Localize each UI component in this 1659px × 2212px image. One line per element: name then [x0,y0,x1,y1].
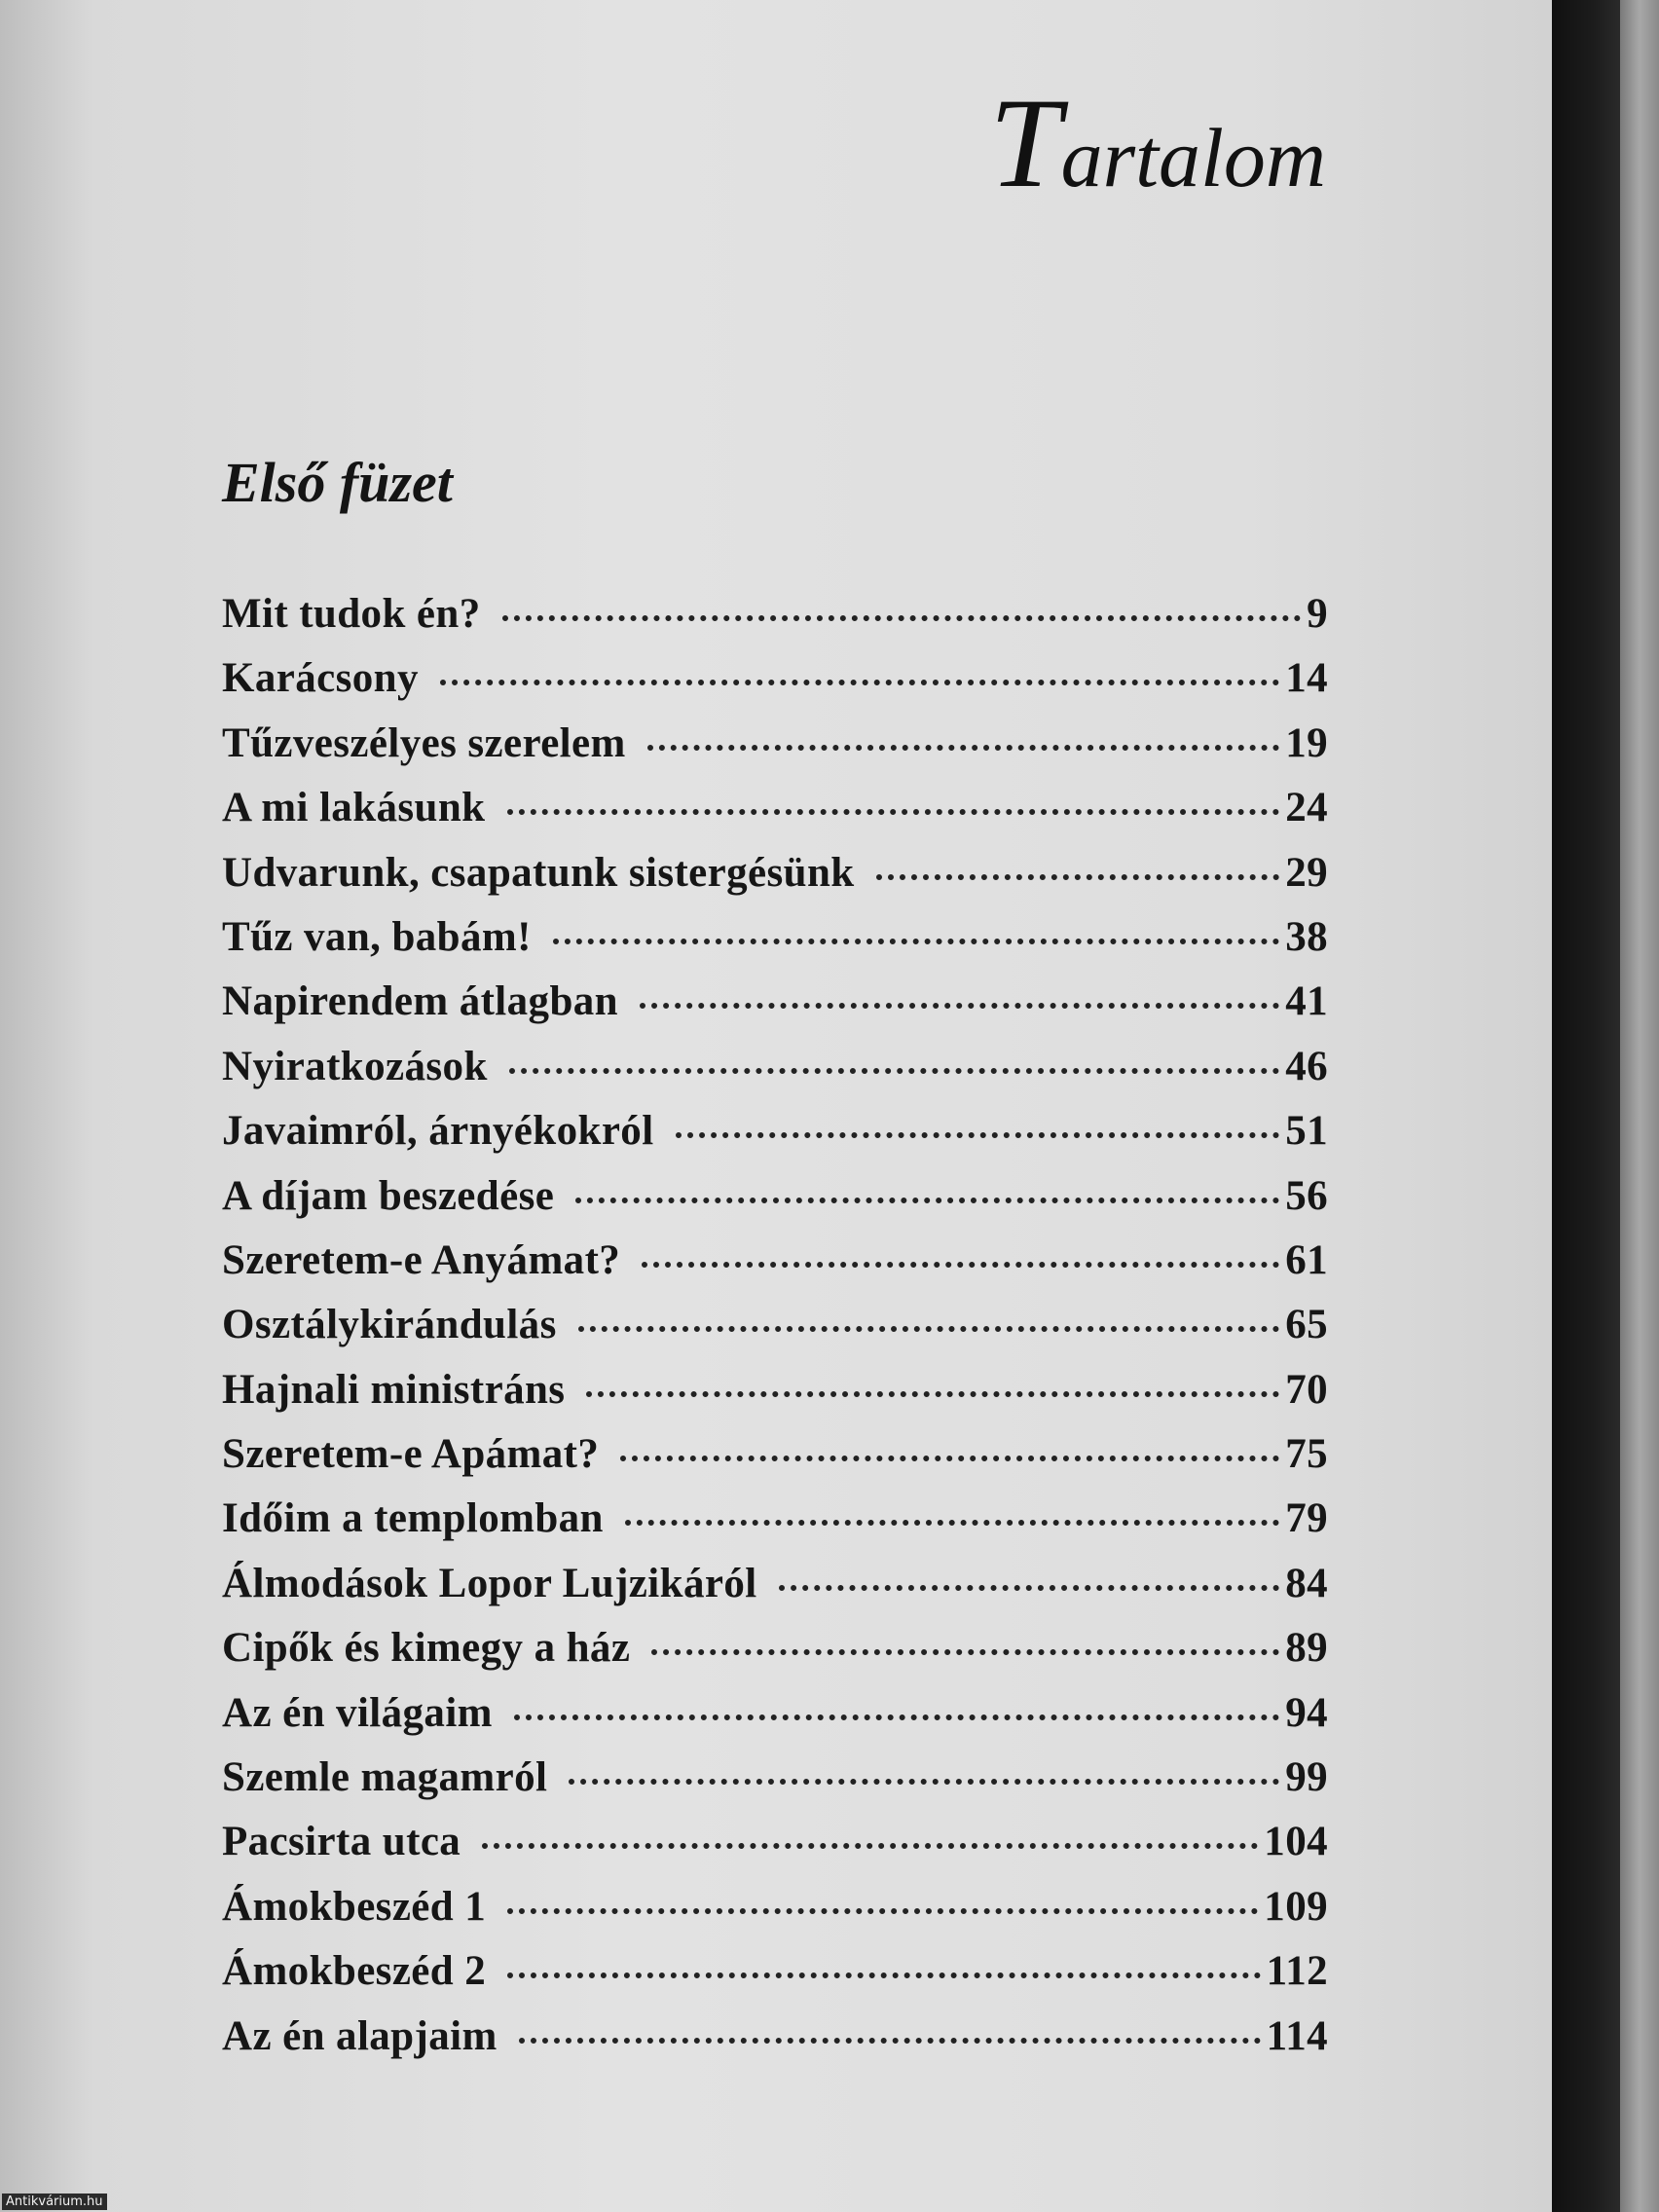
toc-entry [222,1818,1328,1882]
dot-leader [440,680,1279,685]
toc-entry-title: Tűz van, babám! [222,913,532,960]
dot-leader [647,745,1279,751]
toc-entry-title: Szeretem-e Apámat? [222,1431,600,1478]
dot-leader [642,1262,1279,1268]
toc-entry-title: Az én világaim [222,1689,493,1736]
toc-entry-page-number: 46 [1285,1043,1328,1089]
toc-entry-page-number: 24 [1285,785,1328,831]
toc-entry-page-number: 61 [1285,1236,1328,1283]
toc-entry-page-number: 19 [1285,719,1328,766]
toc-entry-title: Tűzveszélyes szerelem [222,719,626,766]
dot-leader [502,615,1301,621]
toc-entry-title: Ámokbeszéd 2 [222,1948,487,1995]
dot-leader [509,1068,1279,1074]
toc-entry-title: Pacsirta utca [222,1819,461,1865]
toc-entry-title: Időim a templomban [222,1495,604,1542]
toc-entry-page-number: 38 [1285,913,1328,960]
dot-leader [553,939,1279,944]
dot-leader [876,874,1280,880]
toc-entry [222,977,1328,1042]
toc-entry [222,1366,1328,1430]
toc-entry [222,1172,1328,1236]
toc-entry [222,1883,1328,1947]
page-title-initial: T [989,71,1061,214]
toc-entry [222,1624,1328,1688]
toc-entry-page-number: 79 [1285,1495,1328,1542]
toc-entry-title: A díjam beszedése [222,1172,555,1219]
toc-entry-page-number: 56 [1285,1172,1328,1219]
toc-entry-page-number: 29 [1285,849,1328,896]
dot-leader [482,1843,1258,1849]
toc-entry-title: A mi lakásunk [222,785,486,831]
toc-entry [222,1301,1328,1365]
toc-entry [222,1753,1328,1818]
toc-entry-title: Udvarunk, csapatunk sistergésünk [222,849,855,896]
watermark: Antikvárium.hu [2,2194,107,2210]
toc-entry-page-number: 9 [1307,591,1328,637]
toc-entry [222,1560,1328,1624]
dot-leader [519,2038,1261,2044]
toc-entry-page-number: 14 [1285,655,1328,702]
toc-entry [222,1107,1328,1171]
toc-entry-page-number: 94 [1285,1689,1328,1736]
toc-entry-page-number: 89 [1285,1625,1328,1672]
toc-entry-page-number: 70 [1285,1366,1328,1413]
toc-entry-title: Nyiratkozások [222,1043,488,1089]
page-title [989,68,1326,217]
toc-entry-page-number: 104 [1264,1819,1328,1865]
toc-entry-title: Osztálykirándulás [222,1302,557,1348]
toc-entry [222,1430,1328,1494]
toc-entry-page-number: 114 [1266,2012,1328,2059]
toc-entry-title: Szeretem-e Anyámat? [222,1236,621,1283]
dot-leader [507,1908,1258,1914]
toc-entry-page-number: 112 [1266,1948,1328,1995]
toc-entry [222,1236,1328,1301]
toc-entry-title: Ámokbeszéd 1 [222,1883,487,1930]
toc-entry [222,784,1328,848]
toc-entry-title: Mit tudok én? [222,591,481,637]
dot-leader [569,1779,1279,1785]
dot-leader [586,1391,1279,1397]
toc-entry-page-number: 51 [1285,1108,1328,1155]
toc-entry-page-number: 99 [1285,1754,1328,1801]
toc-entry [222,2012,1328,2077]
toc-entry-title: Karácsony [222,655,419,702]
toc-entry-title: Az én alapjaim [222,2012,498,2059]
dot-leader [575,1198,1279,1203]
page-edge [1620,0,1659,2212]
section-heading: Első füzet [222,451,453,514]
table-of-contents [222,590,1328,2077]
toc-entry-page-number: 84 [1285,1560,1328,1606]
dot-leader [507,809,1280,815]
dot-leader [640,1003,1279,1009]
dot-leader [625,1520,1279,1526]
toc-entry-page-number: 41 [1285,978,1328,1025]
page-title-rest: artalom [1060,111,1326,204]
toc-entry [222,1494,1328,1559]
toc-entry-page-number: 109 [1264,1883,1328,1930]
dot-leader [514,1714,1279,1720]
toc-entry-title: Cipők és kimegy a ház [222,1625,631,1672]
toc-entry-title: Javaimról, árnyékokról [222,1108,654,1155]
toc-entry [222,1947,1328,2011]
toc-entry [222,1689,1328,1753]
toc-entry [222,719,1328,784]
toc-entry-title: Hajnali ministráns [222,1366,566,1413]
toc-entry [222,849,1328,913]
dot-leader [620,1456,1279,1461]
dot-leader [578,1326,1279,1332]
dot-leader [779,1585,1280,1591]
toc-entry-page-number: 75 [1285,1431,1328,1478]
dot-leader [507,1972,1261,1978]
toc-entry-title: Napirendem átlagban [222,978,618,1025]
dot-leader [676,1132,1280,1138]
toc-entry [222,654,1328,719]
toc-entry-title: Szemle magamról [222,1754,548,1801]
dot-leader [651,1649,1279,1655]
toc-entry [222,913,1328,977]
toc-entry-title: Álmodások Lopor Lujzikáról [222,1560,757,1606]
toc-entry-page-number: 65 [1285,1302,1328,1348]
toc-entry [222,1043,1328,1107]
book-spine [1552,0,1620,2212]
toc-entry [222,590,1328,654]
